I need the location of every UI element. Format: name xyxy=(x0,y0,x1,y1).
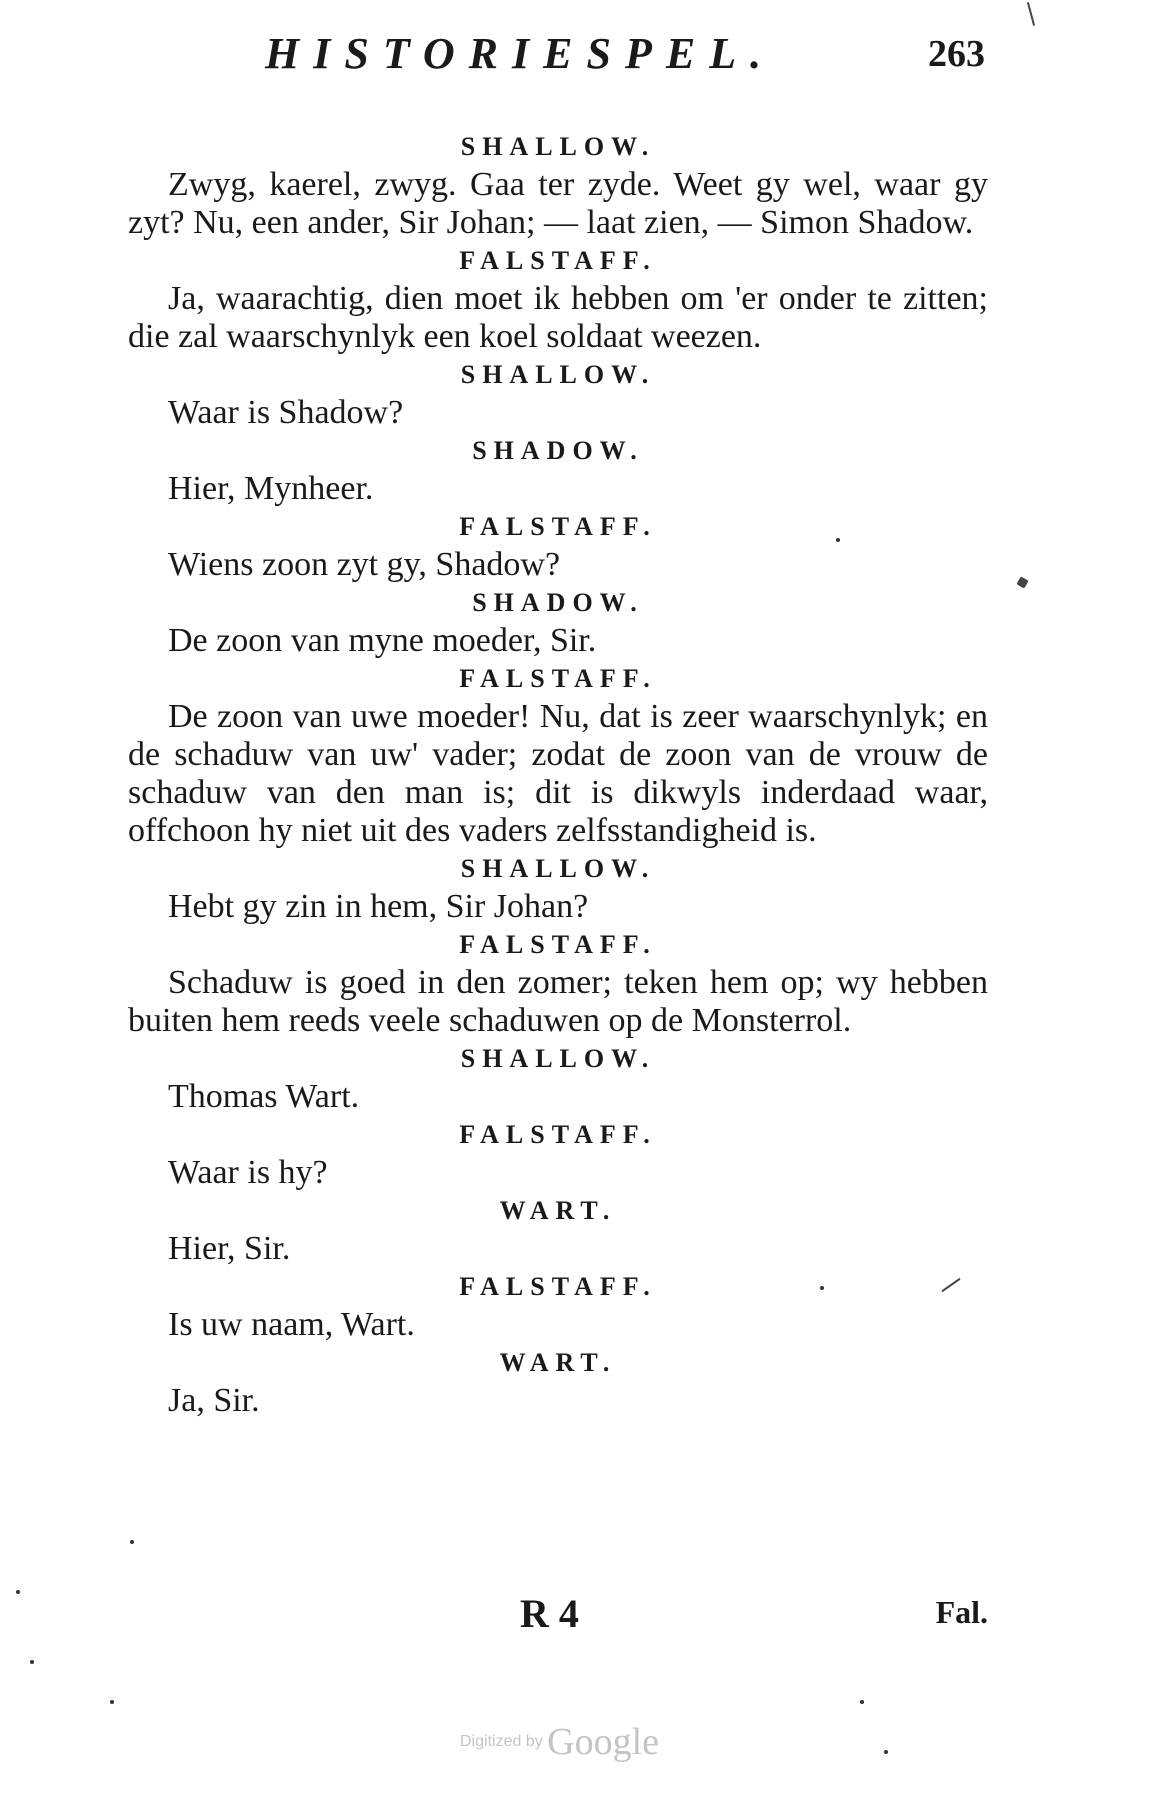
speech xyxy=(128,546,988,584)
speech-line: Waar is hy? xyxy=(168,1154,328,1191)
running-head xyxy=(265,28,985,88)
dialogue-block xyxy=(128,584,988,660)
scan-mark xyxy=(1027,2,1035,26)
speech-line: Ja, waarachtig, dien moet ik hebben om 'er onder te zitten; die zal waarschynlyk een koel soldaat weezen. xyxy=(128,280,988,355)
speaker-name: FALSTAFF. xyxy=(459,512,657,541)
speech xyxy=(128,280,988,356)
dialogue-block xyxy=(128,1040,988,1116)
dialogue-block xyxy=(128,926,988,1040)
catchword: Fal. xyxy=(935,1594,988,1630)
speaker-name: FALSTAFF. xyxy=(459,930,657,959)
play-text xyxy=(128,128,988,1420)
speech xyxy=(128,964,988,1040)
dialogue-block xyxy=(128,1344,988,1420)
digitized-watermark xyxy=(460,1720,700,1770)
speech xyxy=(128,1382,988,1420)
speck xyxy=(820,1286,824,1290)
speaker-name: FALSTAFF. xyxy=(459,664,657,693)
speaker-name: FALSTAFF. xyxy=(459,1272,657,1301)
speech-line: Thomas Wart. xyxy=(168,1078,360,1115)
speech-line: Wiens zoon zyt gy, Shadow? xyxy=(168,546,561,583)
speck xyxy=(836,538,840,542)
speaker-name: WART. xyxy=(499,1348,617,1377)
speech-line: Hier, Mynheer. xyxy=(168,470,374,507)
dialogue-block xyxy=(128,508,988,584)
signature-mark: R 4 xyxy=(520,1591,579,1636)
google-logo: Google xyxy=(547,1721,660,1763)
dialogue-block xyxy=(128,1192,988,1268)
page-footer xyxy=(0,1590,1158,1650)
speech-line: Zwyg, kaerel, zwyg. Gaa ter zyde. Weet gy wel, waar gy zyt? Nu, een ander, Sir Johan; — laat zien, — Simon Shadow. xyxy=(128,166,988,241)
speech xyxy=(128,1306,988,1344)
running-title: HISTORIESPEL. xyxy=(265,29,776,78)
speck xyxy=(110,1700,114,1704)
speech xyxy=(128,1230,988,1268)
speech xyxy=(128,698,988,850)
dialogue-block xyxy=(128,432,988,508)
speech-line: Schaduw is goed in den zomer; teken hem op; wy hebben buiten hem reeds veele schaduwen op de Monsterrol. xyxy=(128,964,988,1039)
dialogue-block xyxy=(128,242,988,356)
speech xyxy=(128,470,988,508)
scan-mark xyxy=(1016,576,1028,588)
dialogue-block xyxy=(128,128,988,242)
dialogue-block xyxy=(128,660,988,850)
speck xyxy=(884,1750,888,1754)
speaker-name: SHALLOW. xyxy=(460,854,656,883)
speaker-name: FALSTAFF. xyxy=(459,1120,657,1149)
speck xyxy=(130,1540,134,1544)
speech xyxy=(128,622,988,660)
speech-line: Hier, Sir. xyxy=(168,1230,291,1267)
speech-line: De zoon van uwe moeder! Nu, dat is zeer waarschynlyk; en de schaduw van uw' vader; zodat de zoon van de vrouw de schaduw van den man is; dit is dikwyls inderdaad waar, offchoon hy niet uit des vaders zelfsstandigheid is. xyxy=(128,698,988,849)
speck xyxy=(16,1590,20,1594)
speaker-name: SHALLOW. xyxy=(460,132,656,161)
dialogue-block xyxy=(128,850,988,926)
dialogue-block xyxy=(128,1268,988,1344)
speck xyxy=(30,1660,34,1664)
speaker-name: SHALLOW. xyxy=(460,1044,656,1073)
speaker-name: WART. xyxy=(499,1196,617,1225)
dialogue-block xyxy=(128,356,988,432)
speech xyxy=(128,1078,988,1116)
speech xyxy=(128,394,988,432)
dialogue-block xyxy=(128,1116,988,1192)
digitized-by-text: Digitized by xyxy=(460,1733,543,1750)
speck xyxy=(860,1700,864,1704)
speech-line: Hebt gy zin in hem, Sir Johan? xyxy=(168,888,589,925)
speech xyxy=(128,888,988,926)
speech xyxy=(128,1154,988,1192)
speaker-name: SHADOW. xyxy=(472,436,644,465)
speech-line: Waar is Shadow? xyxy=(168,394,404,431)
speech-line: De zoon van myne moeder, Sir. xyxy=(168,622,597,659)
speaker-name: SHADOW. xyxy=(472,588,644,617)
page-number: 263 xyxy=(928,33,985,75)
speech-line: Is uw naam, Wart. xyxy=(168,1306,415,1343)
speaker-name: FALSTAFF. xyxy=(459,246,657,275)
speech xyxy=(128,166,988,242)
speaker-name: SHALLOW. xyxy=(460,360,656,389)
speech-line: Ja, Sir. xyxy=(168,1382,260,1419)
